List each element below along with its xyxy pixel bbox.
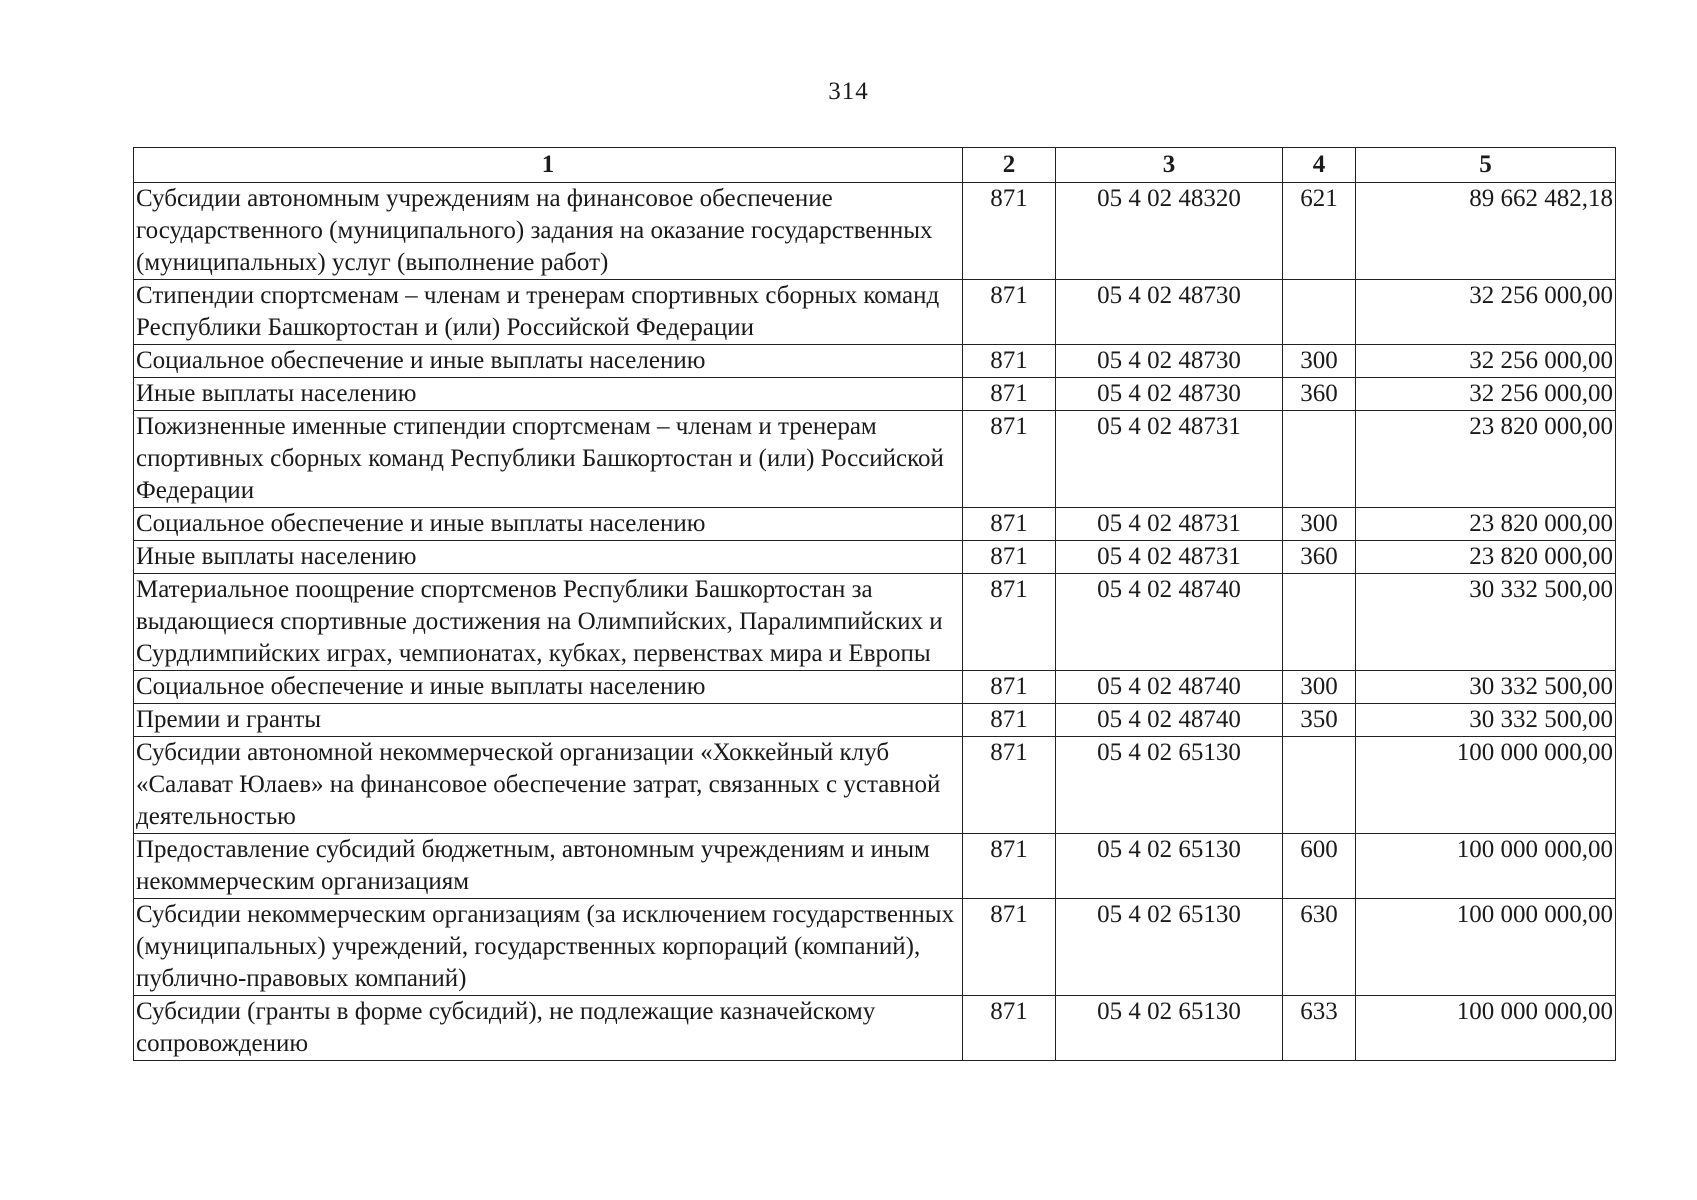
- row-name-cell: Иные выплаты населению: [134, 541, 963, 574]
- row-ministry-cell: 871: [963, 183, 1056, 280]
- column-header: 4: [1283, 148, 1356, 183]
- row-ministry-cell: 871: [963, 671, 1056, 704]
- table-row: [134, 508, 1616, 541]
- row-amount-cell: 30 332 500,00: [1356, 671, 1616, 704]
- row-target-cell: 05 4 02 48730: [1056, 378, 1283, 411]
- row-amount-cell: 30 332 500,00: [1356, 704, 1616, 737]
- row-amount-cell: 100 000 000,00: [1356, 834, 1616, 899]
- row-ministry-cell: 871: [963, 704, 1056, 737]
- column-header: 2: [963, 148, 1056, 183]
- row-target-cell: 05 4 02 48731: [1056, 541, 1283, 574]
- row-ministry-cell: 871: [963, 834, 1056, 899]
- column-header: 5: [1356, 148, 1616, 183]
- row-name-cell: Субсидии автономной некоммерческой организации «Хоккейный клуб «Салават Юлаев» на финансовое обеспечение затрат, связанных с уставной деятельностью: [134, 737, 963, 834]
- table-row: [134, 411, 1616, 508]
- row-ministry-cell: 871: [963, 996, 1056, 1061]
- row-amount-cell: 32 256 000,00: [1356, 378, 1616, 411]
- row-amount-cell: 32 256 000,00: [1356, 345, 1616, 378]
- row-type-cell: 633: [1283, 996, 1356, 1061]
- row-amount-cell: 23 820 000,00: [1356, 541, 1616, 574]
- row-amount-cell: 23 820 000,00: [1356, 508, 1616, 541]
- table-row: [134, 996, 1616, 1061]
- row-amount-cell: 100 000 000,00: [1356, 899, 1616, 996]
- row-type-cell: 630: [1283, 899, 1356, 996]
- row-name-cell: Премии и гранты: [134, 704, 963, 737]
- row-type-cell: [1283, 737, 1356, 834]
- table-row: [134, 541, 1616, 574]
- page-number: 314: [828, 78, 869, 105]
- row-target-cell: 05 4 02 48731: [1056, 411, 1283, 508]
- row-type-cell: [1283, 411, 1356, 508]
- row-amount-cell: 100 000 000,00: [1356, 996, 1616, 1061]
- row-name-cell: Социальное обеспечение и иные выплаты населению: [134, 508, 963, 541]
- row-target-cell: 05 4 02 48730: [1056, 280, 1283, 345]
- budget-table: [133, 147, 1616, 1061]
- column-header: 3: [1056, 148, 1283, 183]
- table-row: [134, 183, 1616, 280]
- row-name-cell: Субсидии автономным учреждениям на финансовое обеспечение государственного (муниципального) задания на оказание государственных (муниципальных) услуг (выполнение работ): [134, 183, 963, 280]
- row-ministry-cell: 871: [963, 737, 1056, 834]
- row-target-cell: 05 4 02 48730: [1056, 345, 1283, 378]
- row-name-cell: Социальное обеспечение и иные выплаты населению: [134, 345, 963, 378]
- row-type-cell: [1283, 574, 1356, 671]
- table-row: [134, 899, 1616, 996]
- table-row: [134, 704, 1616, 737]
- row-ministry-cell: 871: [963, 899, 1056, 996]
- row-type-cell: 600: [1283, 834, 1356, 899]
- row-ministry-cell: 871: [963, 411, 1056, 508]
- row-target-cell: 05 4 02 48740: [1056, 671, 1283, 704]
- row-target-cell: 05 4 02 48320: [1056, 183, 1283, 280]
- row-type-cell: 360: [1283, 541, 1356, 574]
- row-amount-cell: 100 000 000,00: [1356, 737, 1616, 834]
- row-type-cell: 360: [1283, 378, 1356, 411]
- row-name-cell: Субсидии некоммерческим организациям (за исключением государственных (муниципальных) учреждений, государственных корпораций (компаний), публично-правовых компаний): [134, 899, 963, 996]
- row-amount-cell: 23 820 000,00: [1356, 411, 1616, 508]
- table-row: [134, 378, 1616, 411]
- row-name-cell: Иные выплаты населению: [134, 378, 963, 411]
- row-name-cell: Материальное поощрение спортсменов Республики Башкортостан за выдающиеся спортивные достижения на Олимпийских, Паралимпийских и Сурдлимпийских играх, чемпионатах, кубках, первенствах мира и Европы: [134, 574, 963, 671]
- row-type-cell: 621: [1283, 183, 1356, 280]
- row-target-cell: 05 4 02 65130: [1056, 834, 1283, 899]
- row-name-cell: Субсидии (гранты в форме субсидий), не подлежащие казначейскому сопровождению: [134, 996, 963, 1061]
- row-name-cell: Предоставление субсидий бюджетным, автономным учреждениям и иным некоммерческим организациям: [134, 834, 963, 899]
- row-ministry-cell: 871: [963, 378, 1056, 411]
- row-target-cell: 05 4 02 48731: [1056, 508, 1283, 541]
- row-ministry-cell: 871: [963, 541, 1056, 574]
- row-type-cell: 300: [1283, 508, 1356, 541]
- row-type-cell: [1283, 280, 1356, 345]
- table-row: [134, 737, 1616, 834]
- row-target-cell: 05 4 02 48740: [1056, 574, 1283, 671]
- row-type-cell: 350: [1283, 704, 1356, 737]
- row-amount-cell: 30 332 500,00: [1356, 574, 1616, 671]
- row-amount-cell: 89 662 482,18: [1356, 183, 1616, 280]
- row-target-cell: 05 4 02 48740: [1056, 704, 1283, 737]
- row-type-cell: 300: [1283, 345, 1356, 378]
- row-ministry-cell: 871: [963, 280, 1056, 345]
- row-name-cell: Стипендии спортсменам – членам и тренерам спортивных сборных команд Республики Башкортостан и (или) Российской Федерации: [134, 280, 963, 345]
- table-row: [134, 834, 1616, 899]
- table-row: [134, 345, 1616, 378]
- row-type-cell: 300: [1283, 671, 1356, 704]
- row-amount-cell: 32 256 000,00: [1356, 280, 1616, 345]
- row-ministry-cell: 871: [963, 574, 1056, 671]
- column-header: 1: [134, 148, 963, 183]
- table-row: [134, 280, 1616, 345]
- header-row: [134, 148, 1616, 183]
- row-target-cell: 05 4 02 65130: [1056, 996, 1283, 1061]
- row-ministry-cell: 871: [963, 345, 1056, 378]
- table-row: [134, 574, 1616, 671]
- table-body: [134, 183, 1616, 1061]
- table-row: [134, 671, 1616, 704]
- row-name-cell: Пожизненные именные стипендии спортсменам – членам и тренерам спортивных сборных команд Республики Башкортостан и (или) Российской Федерации: [134, 411, 963, 508]
- row-target-cell: 05 4 02 65130: [1056, 737, 1283, 834]
- row-ministry-cell: 871: [963, 508, 1056, 541]
- row-name-cell: Социальное обеспечение и иные выплаты населению: [134, 671, 963, 704]
- row-target-cell: 05 4 02 65130: [1056, 899, 1283, 996]
